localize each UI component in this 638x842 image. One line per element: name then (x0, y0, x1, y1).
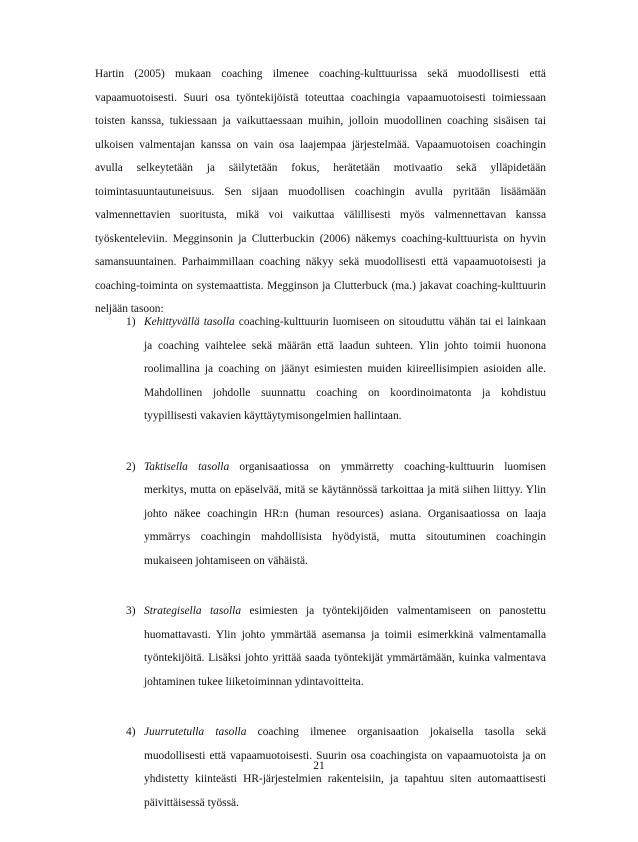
list-item-text: coaching-kulttuurin luomiseen on sitouduttu vähän tai ei lainkaan ja coaching vaihtelee sekä määrän että laadun suhteen. Ylin johto toimii huonona roolimallina ja coaching on jäänyt esimiesten muiden kiireellisimpien asioiden alle. Mahdollinen johdolle suunnattu coaching on koordinoimatonta ja kohdistuu tyypillisesti vakavien käyttäytymisongelmien hallintaan. (144, 316, 546, 422)
list-item-lead: Strategisella tasolla (144, 605, 242, 617)
list-item-number: 2) (126, 460, 136, 473)
page-number: 21 (313, 760, 325, 772)
list-item-lead: Taktisella tasolla (144, 460, 230, 473)
list-item-text: coaching ilmenee organisaation jokaisella tasolla sekä muodollisesti että vapaamuotoisesti. Suurin osa coachingista on vapaamuotoista ja on yhdistetty kiinteästi HR-järjestelmien rakenteisiin, ja tapahtuu siten automaattisesti päivittäisessä työssä. (144, 726, 546, 809)
list-item-lead: Kehittyvällä tasolla (144, 316, 235, 328)
body-paragraph: Hartin (2005) mukaan coaching ilmenee coaching-kulttuurissa sekä muodollisesti että vapaamuotoisesti. Suuri osa työntekijöistä toteuttaa coachingia vapaamuotoisesti toimiessaan toisten kanssa, tukiessaan ja vaikuttaessaan muihin, jolloin muodollinen coaching sisäisen tai ulkoisen valmentajan kanssa on vain osa laajempaa järjestelmää. Vapaamuotoisen coachingin avulla selkeytetään ja säilytetään fokus, herätetään motivaatio sekä ylläpidetään toimintasuuntautuneisuus. Sen sijaan muodollisen coachingin avulla pyritään lisäämään valmennettavien suoritusta, mikä voi vaikuttaa välillisesti myös valmennettavan kanssa työskenteleviin. Megginsonin ja Clutterbuckin (2006) näkemys coaching-kulttuurista on hyvin samansuuntainen. Parhaimmillaan coaching näkyy sekä muodollisesti että vapaamuotoisesti ja coaching-toiminta on systemaattista. Megginson ja Clutterbuck (ma.) jakavat coaching-kulttuurin neljään tasoon: (95, 68, 546, 315)
list-item-number: 1) (126, 316, 136, 328)
list-item-number: 4) (126, 726, 136, 738)
list-item-text: esimiesten ja työntekijöiden valmentamiseen on panostettu huomattavasti. Ylin johto ymmärtää asemansa ja toimii esimerkkinä valmentamalla työntekijöitä. Lisäksi johto yrittää saada työntekijät ymmärtämään, kuinka valmentava johtaminen tukee liiketoiminnan ydintavoitteita. (144, 605, 546, 688)
list-item (95, 456, 546, 574)
list-item (95, 311, 546, 429)
list-item (95, 600, 546, 694)
list-item-number: 3) (126, 605, 136, 617)
list-item-text: organisaatiossa on ymmärretty coaching-kulttuurin luomisen merkitys, mutta on epäselvää, mitä se käytännössä tarkoittaa ja mitä siihen liittyy. Ylin johto näkee coachingin HR:n (human resources) asiana. Organisaatiossa on laaja ymmärrys coachingin mahdollisista hyödyistä, mutta sitoutuminen coachingin mukaiseen johtamiseen on vähäistä. (144, 460, 547, 567)
list-item-lead: Juurrutetulla tasolla (144, 726, 247, 738)
